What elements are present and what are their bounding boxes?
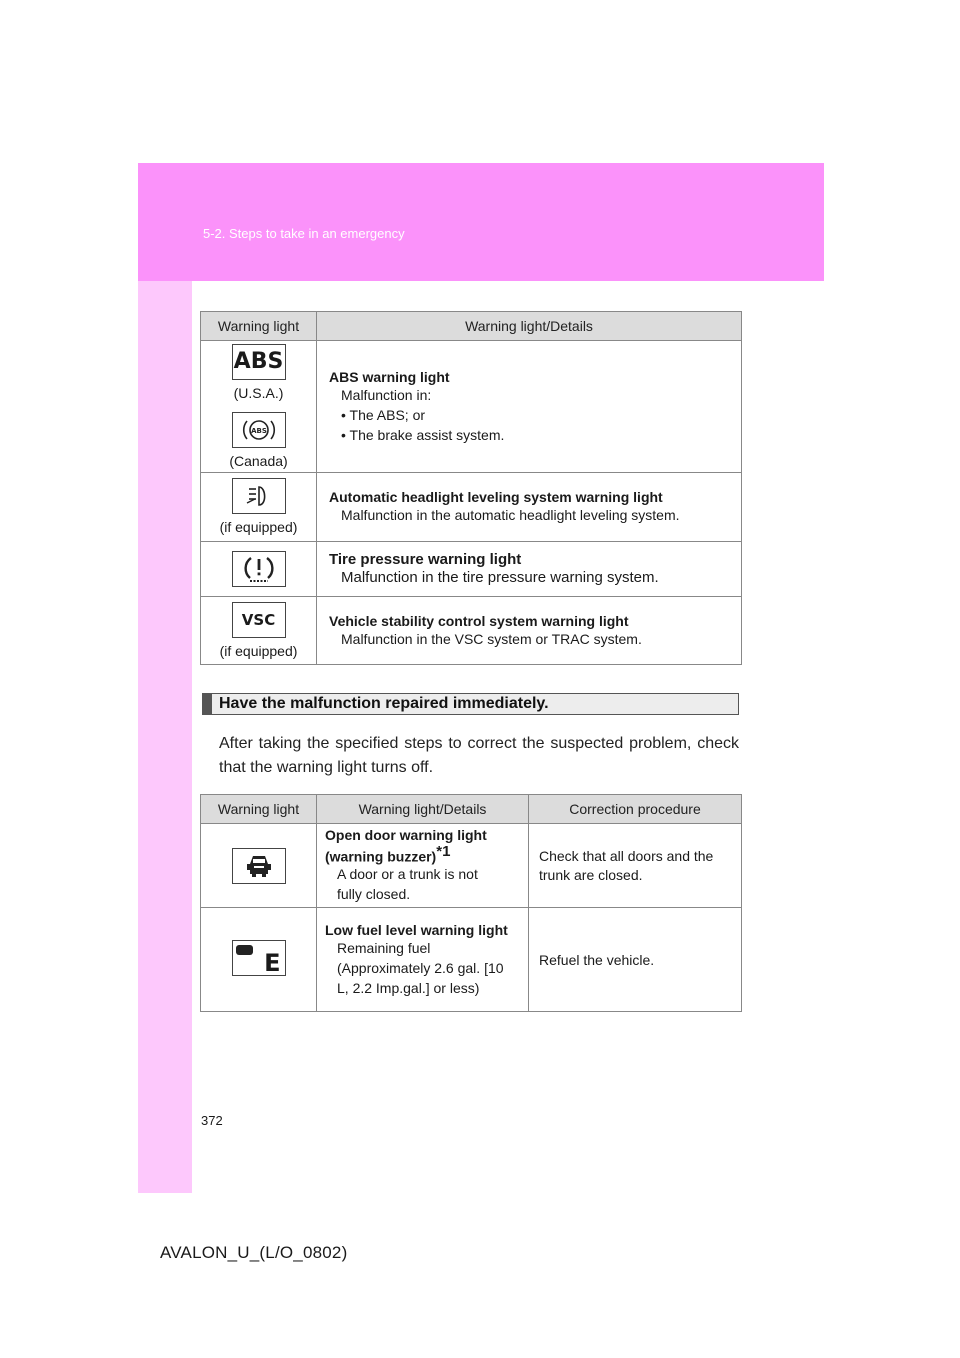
light-title: Open door warning light (warning buzzer)$^{*1}$ [325,826,487,865]
warning-icon-cell [201,473,317,542]
notice-heading-box [202,693,739,715]
detail-cell [317,473,742,542]
document-code: AVALON_U_(L/O_0802) [160,1243,348,1262]
icon-caption: (Canada) [229,452,288,469]
table-row [201,908,742,1012]
vsc-icon: VSC [232,602,286,638]
table-row [201,824,742,908]
column-header: Correction procedure [529,795,742,824]
notice-bar [203,694,212,714]
notice-paragraph: After taking the specified steps to correct the suspected problem, check that the warning light turns off. [219,735,739,776]
detail-bullet: • The brake assist system. [341,426,505,443]
column-header: Warning light [201,312,317,341]
column-header: Warning light/Details [317,312,742,341]
table-header-row [201,312,742,341]
detail-cell [317,597,742,665]
warning-icon-cell [201,824,317,908]
notice-heading: Have the malfunction repaired immediately. [219,695,549,712]
detail-line: Malfunction in the tire pressure warning system. [341,568,659,586]
table-row [201,341,742,473]
detail-cell [317,341,742,473]
light-title: Tire pressure warning light [329,550,522,568]
warning-light-table-1 [200,311,742,665]
detail-line: A door or a trunk is not [337,866,478,883]
abs-text-icon: ABS [232,344,286,380]
detail-line: fully closed. [337,886,411,903]
correction-cell: Check that all doors and the trunk are closed. [529,824,742,908]
warning-icon-cell [201,597,317,665]
light-title: Automatic headlight leveling system warning light [329,489,663,505]
table-row [201,597,742,665]
headlight-leveling-icon [232,478,286,514]
tire-pressure-icon [232,551,286,587]
table-header-row [201,795,742,824]
detail-line: (Approximately 2.6 gal. [10 [337,959,504,976]
table-row [201,542,742,597]
footnote-marker: *1 [436,842,451,860]
detail-bullet: • The ABS; or [341,406,426,423]
column-header: Warning light [201,795,317,824]
light-title: ABS warning light [329,368,450,385]
detail-line: Remaining fuel [337,939,431,956]
section-label: 5-2. Steps to take in an emergency [203,226,405,241]
detail-cell [317,542,742,597]
page-sidebar-band [138,163,192,1193]
warning-icon-cell [201,908,317,1012]
detail-line: L, 2.2 Imp.gal.] or less) [337,979,480,996]
detail-line: Malfunction in: [341,386,432,403]
warning-light-table-2 [200,794,742,1012]
icon-caption: (if equipped) [219,642,298,659]
icon-caption: (U.S.A.) [233,384,284,401]
section-header-band [138,163,824,281]
abs-circle-icon [232,412,286,448]
light-title: Vehicle stability control system warning light [329,612,629,629]
detail-line: Malfunction in the VSC system or TRAC system. [341,630,642,647]
warning-icon-cell [201,341,317,473]
column-header: Warning light/Details [317,795,529,824]
low-fuel-icon: E [232,940,286,976]
light-title: Low fuel level warning light [325,921,508,938]
detail-cell [317,908,529,1012]
icon-caption: (if equipped) [219,519,298,535]
detail-cell [317,824,529,908]
page-number: 372 [201,1113,223,1128]
detail-line: Malfunction in the automatic headlight leveling system. [341,507,680,523]
open-door-icon [232,848,286,884]
table-row [201,473,742,542]
svg-text:ABS: ABS [250,426,267,435]
warning-icon-cell [201,542,317,597]
correction-cell: Refuel the vehicle. [529,908,742,1012]
fuel-pump-shape [236,945,253,955]
